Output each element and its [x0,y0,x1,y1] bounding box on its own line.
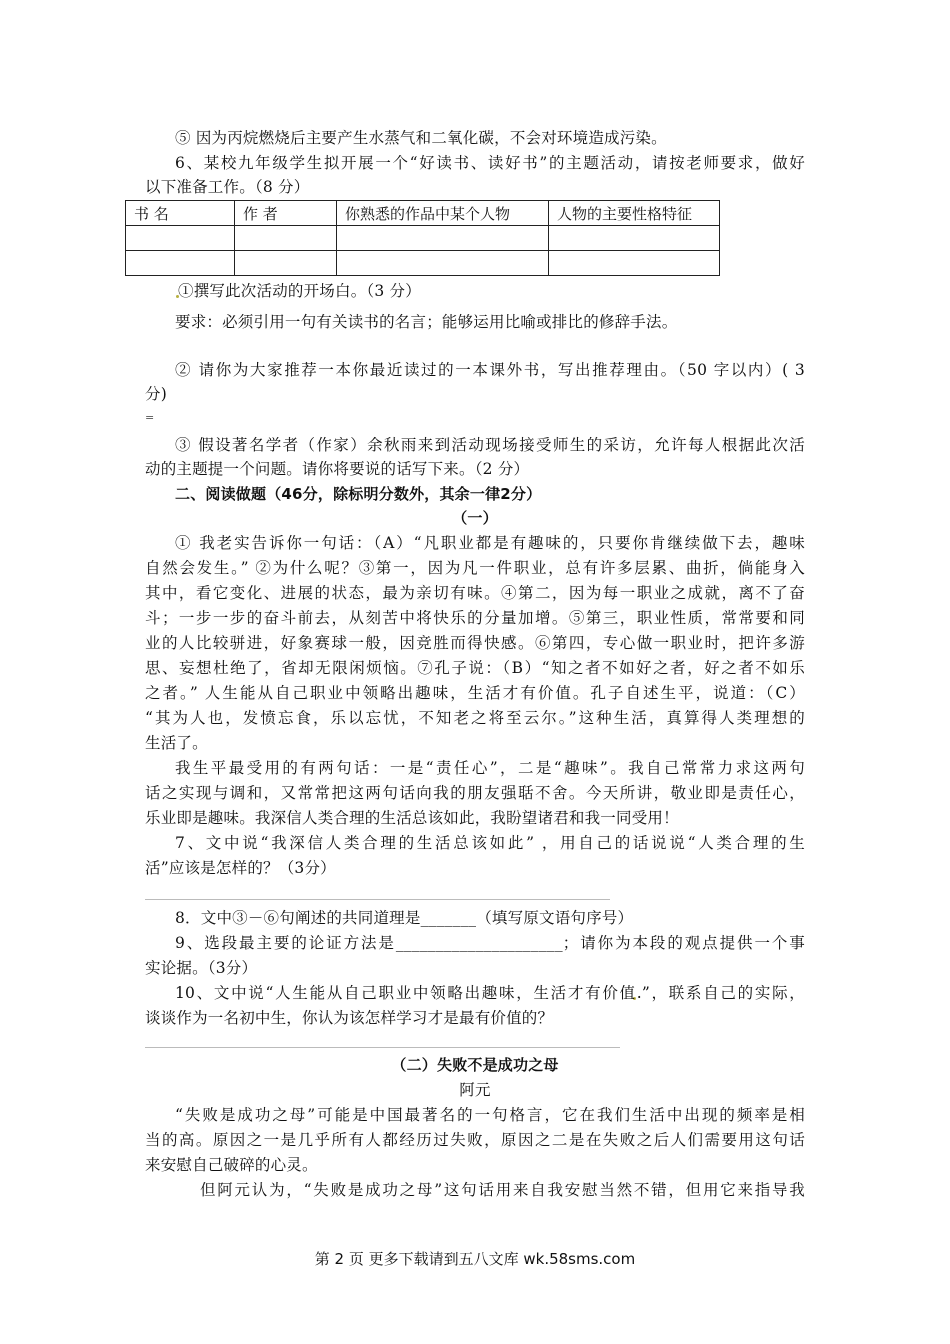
table-header-cell: 书 名 [126,201,235,226]
text-line: 要求：必须引用一句有关读书的名言；能够运用比喻或排比的修辞手法。 [175,313,678,331]
text-line: 9、选段最主要的论证方法是_____________________；请你为本段的观点提供一个事 [175,934,805,952]
table-cell[interactable] [337,226,549,251]
text-line: 6、某校九年级学生拟开展一个“好读书、读好书”的主题活动，请按老师要求，做好 [175,154,805,172]
table-cell[interactable] [126,251,235,276]
table-row [126,251,720,276]
table-cell[interactable] [235,226,337,251]
table-cell[interactable] [549,251,720,276]
table-cell[interactable] [235,251,337,276]
text-line: 思、妄想杜绝了，省却无限闲烦恼。⑦孔子说：（B）“知之者不如好之者，好之者不如乐 [145,659,805,677]
text-line: 斗；一步一步的奋斗前去，从刻苦中将快乐的分量加增。⑤第三，职业性质，常常要和同 [145,609,805,627]
table-header-cell: 你熟悉的作品中某个人物 [337,201,549,226]
section-subheading: （一） [452,509,498,527]
text-line: 来安慰自己破碎的心灵。 [145,1156,318,1174]
table-cell[interactable] [126,226,235,251]
table-row [126,226,720,251]
text-line: ① 我老实告诉你一句话：（A）“凡职业都是有趣味的，只要你肯继续做下去，趣味 [175,534,805,552]
text-line: 其中，看它变化、进展的状态，最为亲切有味。④第二，因为每一职业之成就，离不了奋 [145,584,805,602]
text-line: 动的主题提一个问题。请你将要说的话写下来。（2 分） [145,460,530,478]
text-line: ⑤ 因为丙烷燃烧后主要产生水蒸气和二氧化碳，不会对环境造成污染。 [175,129,667,147]
table-header-row [126,201,720,226]
text-line: 但阿元认为，“失败是成功之母”这句话用来自我安慰当然不错，但用它来指导我 [200,1181,805,1199]
text-line: 之者。” 人生能从自己职业中领略出趣味，生活才有价值。孔子自述生平，说道：（C） [145,684,805,702]
text-line: 自然会发生。” ②为什么呢？③第一，因为凡一件职业，总有许多层累、曲折，倘能身入 [145,559,805,577]
text-line: ② 请你为大家推荐一本你最近读过的一本课外书，写出推荐理由。（50 字以内）( 3 [175,361,805,379]
text-line: 分) [145,385,167,403]
text-line: 当的高。原因之一是几乎所有人都经历过失败，原因之二是在失败之后人们需要用这句话 [145,1131,805,1149]
page-footer: 第 2 页 更多下载请到五八文库 wk.58sms.com [314,1250,636,1268]
answer-line [145,1047,620,1048]
text-line: “失败是成功之母”可能是中国最著名的一句格言，它在我们生活中出现的频率是相 [175,1106,805,1124]
text-line: 实论据。（3分） [145,959,258,977]
text-line: 话之实现与调和，又常常把这两句话向我的朋友强聒不舍。今天所讲，敬业即是责任心， [145,784,805,802]
article-author: 阿元 [459,1081,491,1099]
section-heading: 二、阅读做题（46分，除标明分数外，其余一律2分） [175,485,542,503]
text-line: 业的人比较骈进，好象赛球一般，因竞胜而得快感。⑥第四，专心做一职业时，把许多游 [145,634,805,652]
text-line: 7、文中说“我深信人类合理的生活总该如此” ，用自己的话说说“人类合理的生 [175,834,805,852]
text-line: ③ 假设著名学者（作家）余秋雨来到活动现场接受师生的采访，允许每人根据此次活 [175,436,805,454]
table-cell[interactable] [337,251,549,276]
text-line: “其为人也，发愤忘食，乐以忘忧，不知老之将至云尔。”这种生活，真算得人类理想的 [145,709,805,727]
table-cell[interactable] [549,226,720,251]
article-title: （二）失败不是成功之母 [391,1056,559,1074]
text-line: 8．文中③－⑥句阐述的共同道理是_______（填写原文语句序号） [175,909,634,927]
text-line: 10、文中说“人生能从自己职业中领略出趣味，生活才有价值.”，联系自己的实际， [175,984,805,1002]
text-line: 活”应该是怎样的？（3分） [145,859,336,877]
reading-table [125,200,720,276]
text-line: 谈谈作为一名初中生，你认为该怎样学习才是最有价值的？ [145,1009,554,1027]
table-header-cell: 作 者 [235,201,337,226]
text-line: 以下准备工作。（8 分） [145,178,310,196]
text-line: 生活了。 [145,734,208,752]
text-line: = [145,411,155,424]
answer-line [145,899,610,900]
text-line: 乐业即是趣味。我深信人类合理的生活总该如此，我盼望诸君和我一同受用！ [145,809,679,827]
text-line: ①撰写此次活动的开场白。（3 分） [178,282,421,300]
text-line: 我生平最受用的有两句话：一是“责任心”，二是“趣味”。我自己常常力求这两句 [175,759,805,777]
table-header-cell: 人物的主要性格特征 [549,201,720,226]
